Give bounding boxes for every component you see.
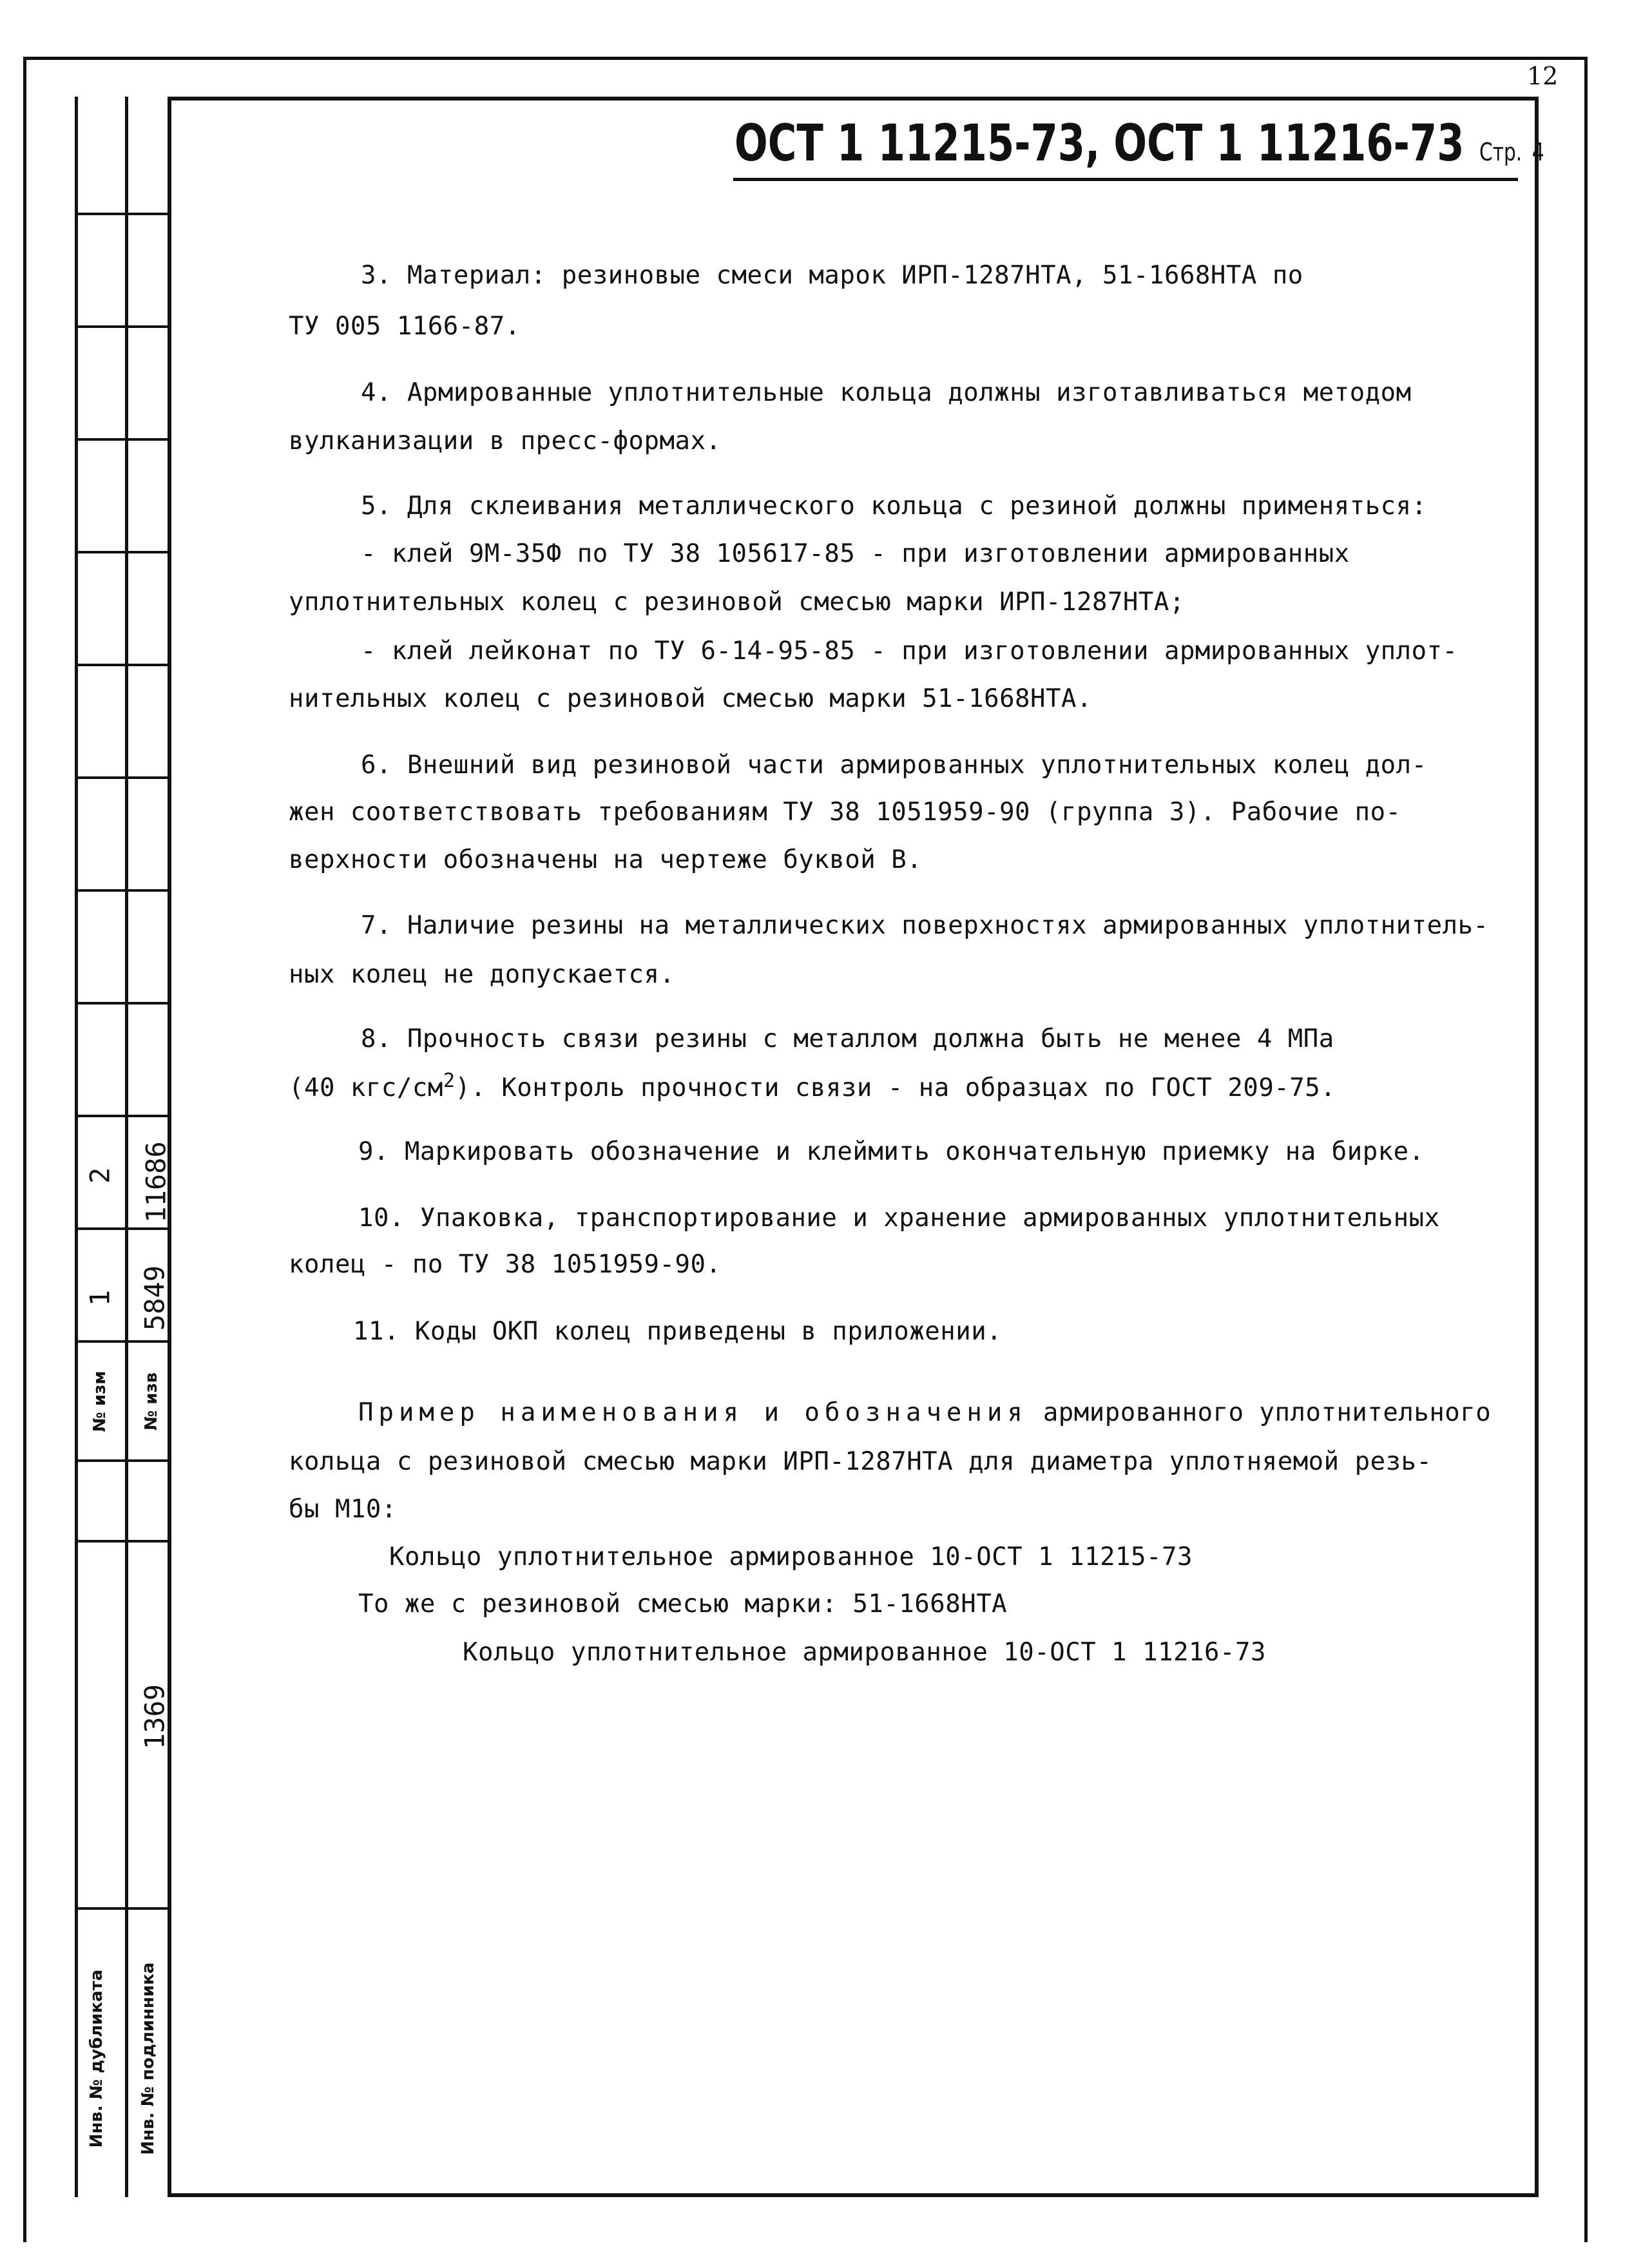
paragraph-10-line-1: 10. Упаковка, транспортирование и хранение армированных уплотнительных bbox=[358, 1204, 1440, 1233]
paragraph-4-line-2: вулканизации в пресс-формах. bbox=[289, 427, 722, 456]
change-number-2: 2 bbox=[84, 1167, 116, 1184]
paragraph-5-line-1: 5. Для склеивания металлического кольца с резиной должны применяться: bbox=[361, 492, 1427, 521]
paragraph-5-line-2: - клей 9М-35Ф по ТУ 38 105617-85 - при изготовлении армированных bbox=[361, 539, 1350, 568]
page-number: 4 bbox=[1532, 138, 1544, 166]
label-change-number: № изм bbox=[90, 1370, 110, 1432]
margin-strip-divider bbox=[125, 97, 128, 2197]
strip-row-line bbox=[75, 1540, 168, 1542]
strength-control-text: ). Контроль прочности связи - на образцах по ГОСТ 209-75. bbox=[455, 1073, 1336, 1102]
example-designation-1: Кольцо уплотнительное армированное 10-ОСТ 1 11215-73 bbox=[389, 1542, 1193, 1571]
strength-value: (40 кгс/см bbox=[289, 1073, 443, 1102]
strip-row-line bbox=[75, 776, 168, 779]
superscript-2: 2 bbox=[443, 1070, 456, 1092]
strip-row-line bbox=[75, 1459, 168, 1462]
change-number-1: 1 bbox=[84, 1289, 116, 1307]
strip-row-line bbox=[75, 1002, 168, 1004]
paragraph-8-line-1: 8. Прочность связи резины с металлом должна быть не менее 4 МПа bbox=[361, 1024, 1334, 1053]
inventory-number-original: 1369 bbox=[139, 1684, 171, 1750]
strip-row-line bbox=[75, 664, 168, 666]
example-heading-rest: армированного уплотнительного bbox=[1027, 1398, 1492, 1427]
strip-row-line bbox=[75, 1907, 168, 1910]
strip-row-line bbox=[75, 213, 168, 215]
paragraph-5-line-4: - клей лейконат по ТУ 6-14-95-85 - при изготовлении армированных уплот- bbox=[361, 637, 1458, 666]
strip-row-line bbox=[75, 889, 168, 892]
paragraph-4-line-1: 4. Армированные уплотнительные кольца должны изготавливаться методом bbox=[361, 378, 1412, 407]
example-designation-2: Кольцо уплотнительное армированное 10-ОСТ 1 11216-73 bbox=[463, 1638, 1266, 1667]
notice-number-2: 11686 bbox=[140, 1141, 172, 1223]
document-header bbox=[735, 115, 1544, 173]
paragraph-3-line-2: ТУ 005 1166-87. bbox=[289, 312, 521, 341]
paragraph-5-line-5: нительных колец с резиновой смесью марки 51-1668НТА. bbox=[289, 684, 1092, 713]
label-original-inventory: Инв. № подлинника bbox=[139, 1962, 158, 2155]
sheet-number: 12 bbox=[1527, 62, 1559, 90]
paragraph-8-line-2 bbox=[289, 1070, 1336, 1102]
standard-designation: ОСТ 1 11215-73, ОСТ 1 11216-73 bbox=[735, 115, 1465, 173]
example-line-3: бы М10: bbox=[289, 1495, 397, 1524]
paragraph-6-line-3: верхности обозначены на чертеже буквой В. bbox=[289, 845, 923, 874]
label-notice-number: № изв bbox=[142, 1372, 161, 1431]
strip-row-line bbox=[75, 438, 168, 441]
paragraph-9: 9. Маркировать обозначение и клеймить окончательную приемку на бирке. bbox=[358, 1137, 1425, 1166]
paragraph-11: 11. Коды ОКП колец приведены в приложении. bbox=[353, 1317, 1003, 1346]
example-line-1 bbox=[358, 1398, 1491, 1427]
paragraph-5-line-3: уплотнительных колец с резиновой смесью марки ИРП-1287НТА; bbox=[289, 588, 1185, 617]
paragraph-6-line-2: жен соответствовать требованиям ТУ 38 1051959-90 (группа 3). Рабочие по- bbox=[289, 798, 1401, 827]
page-label: Стр. bbox=[1479, 138, 1522, 166]
paragraph-3-line-1: 3. Материал: резиновые смеси марок ИРП-1287НТА, 51-1668НТА по bbox=[361, 261, 1303, 290]
strip-row-line bbox=[75, 325, 168, 328]
paragraph-7-line-2: ных колец не допускается. bbox=[289, 960, 675, 989]
label-duplicate-inventory: Инв. № дубликата bbox=[87, 1969, 106, 2148]
paragraph-7-line-1: 7. Наличие резины на металлических поверхностях армированных уплотнитель- bbox=[361, 911, 1489, 940]
header-underline bbox=[733, 178, 1518, 181]
strip-row-line bbox=[75, 551, 168, 553]
strip-row-line bbox=[75, 1115, 168, 1117]
paragraph-10-line-2: колец - по ТУ 38 1051959-90. bbox=[289, 1250, 722, 1279]
paragraph-6-line-1: 6. Внешний вид резиновой части армированных уплотнительных колец дол- bbox=[361, 751, 1427, 780]
example-line-5: То же с резиновой смесью марки: 51-1668НТА bbox=[358, 1590, 1008, 1619]
example-line-2: кольца с резиновой смесью марки ИРП-1287НТА для диаметра уплотняемой резь- bbox=[289, 1447, 1432, 1476]
example-heading: Пример наименования и обозначения bbox=[358, 1398, 1028, 1427]
notice-number-1: 5849 bbox=[139, 1265, 171, 1331]
